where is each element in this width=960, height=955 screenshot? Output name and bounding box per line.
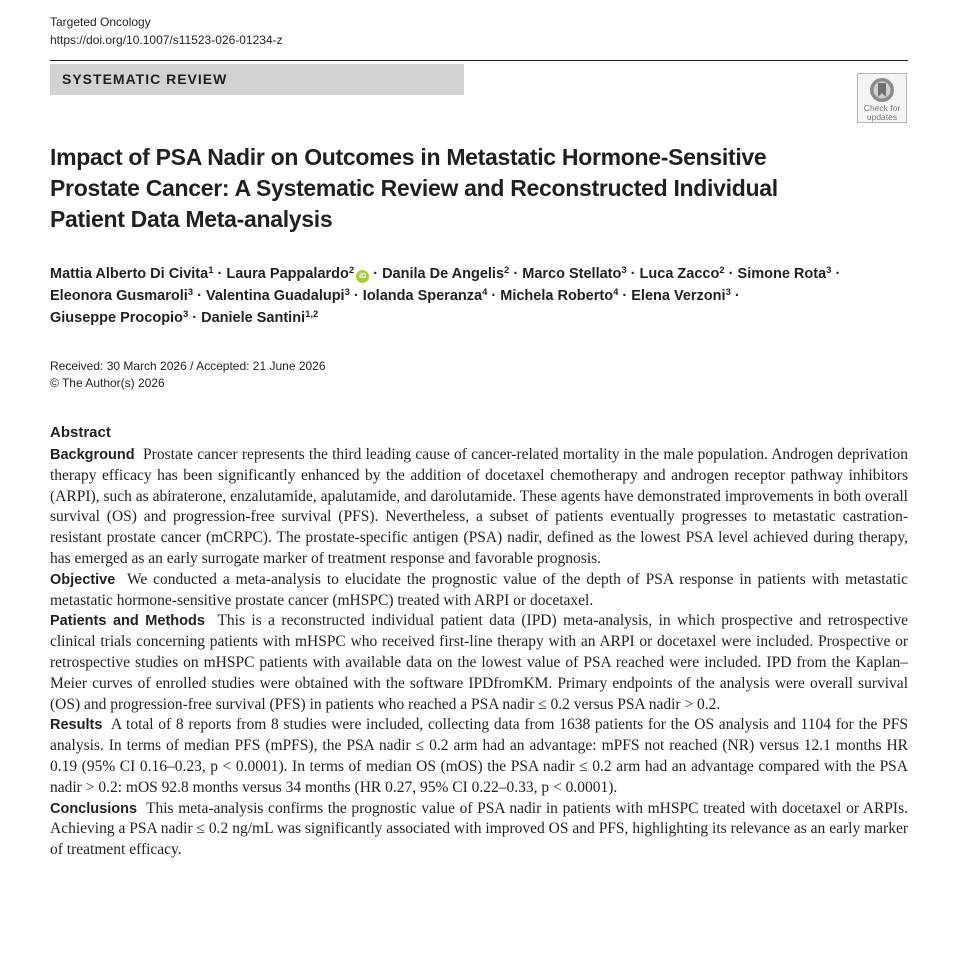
author-name[interactable]: Simone Rota bbox=[737, 266, 827, 282]
author-separator: · bbox=[728, 266, 734, 282]
author-name[interactable]: Michela Roberto bbox=[500, 288, 614, 304]
section-text: Prostate cancer represents the third leading cause of cancer-related mortality in the male population. Androgen deprivation therapy efficacy has been significantly enhanced by the addition of docetaxel chemotherapy and androgen receptor pathway inhibitors (ARPI), such as abiraterone, enzalutamide, apalutamide, and darolutamide. These agents have demonstrated improvements in both overall survival (OS) and progression-free survival (PFS). Nevertheless, a subset of patients eventually progresses to metastatic castration-resistant prostate cancer (mCRPC). The prostate-specific antigen (PSA) nadir, defined as the lowest PSA level achieved during therapy, has emerged as an early surrogate marker of treatment response and favorable prognosis. bbox=[50, 446, 909, 567]
author-separator: · bbox=[491, 288, 497, 304]
author-affiliation: 4 bbox=[613, 287, 619, 298]
section-banner bbox=[50, 64, 464, 95]
author-name[interactable]: Danila De Angelis bbox=[382, 266, 505, 282]
journal-name: Targeted Oncology bbox=[50, 15, 151, 29]
abstract-section-methods bbox=[50, 611, 908, 715]
author-line bbox=[50, 285, 920, 307]
section-text: A total of 8 reports from 8 studies were included, collecting data from 1638 patients for the OS analysis and 1104 for the PFS analysis. In terms of median PFS (mPFS), the PSA nadir ≤ 0.2 arm had an advantage: mPFS not reached (NR) versus 12.1 months HR 0.19 (95% CI 0.16–0.23, p < 0.0001). In terms of median OS (mOS) the PSA nadir ≤ 0.2 arm had an advantage compared with the PSA nadir > 0.2: mOS 92.8 months versus 34 months (HR 0.27, 95% CI 0.22–0.33, p < 0.0001). bbox=[50, 716, 908, 796]
abstract-heading: Abstract bbox=[50, 424, 111, 441]
author-name[interactable]: Marco Stellato bbox=[522, 266, 622, 282]
section-label: Conclusions bbox=[50, 800, 138, 817]
section-label: Patients and Methods bbox=[50, 613, 205, 630]
author-name[interactable]: Mattia Alberto Di Civita bbox=[50, 266, 209, 282]
author-name[interactable]: Iolanda Speranza bbox=[362, 288, 483, 304]
author-affiliation: 1 bbox=[208, 265, 214, 276]
author-separator: · bbox=[353, 288, 359, 304]
header-rule bbox=[50, 60, 908, 61]
author-affiliation: 3 bbox=[621, 265, 627, 276]
author-separator: · bbox=[373, 266, 379, 282]
title-line: Prostate Cancer: A Systematic Review and Reconstructed Individual bbox=[50, 175, 778, 201]
author-affiliation: 3 bbox=[725, 287, 731, 298]
crossmark-icon bbox=[869, 77, 895, 103]
author-separator: · bbox=[630, 266, 636, 282]
author-name[interactable]: Laura Pappalardo bbox=[226, 266, 349, 282]
section-text: This meta-analysis confirms the prognostic value of PSA nadir in patients with mHSPC treated with docetaxel or ARPIs. Achieving a PSA nadir ≤ 0.2 ng/mL was significantly associated with improved OS and PFS, highlighting its relevance as an early marker of treatment efficacy. bbox=[50, 799, 908, 859]
abstract-section-background bbox=[50, 445, 908, 570]
author-name[interactable]: Giuseppe Procopio bbox=[50, 310, 183, 326]
author-affiliation: 1,2 bbox=[305, 309, 319, 320]
doi-link[interactable]: https://doi.org/10.1007/s11523-026-01234-z bbox=[50, 33, 283, 47]
author-separator: · bbox=[192, 310, 198, 326]
author-separator: · bbox=[197, 288, 202, 304]
section-label: SYSTEMATIC REVIEW bbox=[62, 71, 228, 87]
author-name[interactable]: Luca Zacco bbox=[639, 266, 720, 282]
author-affiliation: 3 bbox=[344, 287, 350, 298]
author-affiliation: 2 bbox=[348, 265, 355, 276]
section-text: We conducted a meta-analysis to elucidate the prognostic value of the depth of PSA response in patients with metastatic metastatic hormone-sensitive prostate cancer (mHSPC) treated with ARPI or docetaxel. bbox=[50, 570, 908, 609]
abstract-section-conclusions bbox=[50, 799, 908, 861]
copyright: © The Author(s) 2026 bbox=[50, 376, 165, 390]
author-line bbox=[50, 307, 920, 329]
orcid-icon[interactable]: iD bbox=[356, 270, 369, 283]
author-name[interactable]: Eleonora Gusmaroli bbox=[50, 288, 188, 304]
abstract-section-objective bbox=[50, 570, 908, 612]
author-affiliation: 2 bbox=[504, 265, 510, 276]
check-updates-line1: Check for bbox=[863, 103, 901, 113]
author-line bbox=[50, 263, 920, 285]
author-affiliation: 3 bbox=[187, 287, 194, 298]
author-affiliation: 4 bbox=[482, 287, 488, 298]
abstract-body bbox=[50, 445, 908, 861]
check-for-updates-badge[interactable] bbox=[857, 73, 907, 123]
check-updates-line2: updates bbox=[866, 112, 898, 122]
author-list bbox=[50, 263, 920, 329]
author-separator: · bbox=[513, 266, 519, 282]
author-separator: · bbox=[734, 288, 740, 304]
section-text: This is a reconstructed individual patient data (IPD) meta-analysis, in which prospective and retrospective clinical trials concerning patients with mHSPC who received first-line therapy with an ARPI or docetaxel were included. Prospective or retrospective studies on mHSPC patients with available data on the lowest value of PSA reached were included. IPD from the Kaplan–Meier curves of enrolled studies were obtained with the software IPDfromKM. Primary endpoints of the analysis were overall survival (OS) and progression-free survival (PFS) in patients who reached a PSA nadir ≤ 0.2 versus PSA nadir > 0.2. bbox=[50, 612, 908, 713]
author-separator: · bbox=[835, 266, 841, 282]
author-affiliation: 2 bbox=[719, 265, 725, 276]
article-dates bbox=[50, 358, 326, 392]
abstract-section-results bbox=[50, 715, 908, 798]
journal-header bbox=[50, 13, 283, 49]
title-line: Patient Data Meta-analysis bbox=[50, 206, 333, 232]
author-name[interactable]: Daniele Santini bbox=[201, 310, 306, 326]
author-name[interactable]: Elena Verzoni bbox=[631, 288, 726, 304]
section-label: Results bbox=[50, 717, 103, 734]
author-affiliation: 3 bbox=[182, 309, 189, 320]
author-affiliation: 3 bbox=[826, 265, 832, 276]
author-separator: · bbox=[622, 288, 628, 304]
received-accepted: Received: 30 March 2026 / Accepted: 21 June 2026 bbox=[50, 359, 326, 373]
article-title bbox=[50, 142, 850, 235]
title-line: Impact of PSA Nadir on Outcomes in Metastatic Hormone-Sensitive bbox=[50, 144, 767, 170]
author-separator: · bbox=[217, 266, 223, 282]
author-name[interactable]: Valentina Guadalupi bbox=[206, 288, 345, 304]
section-label: Objective bbox=[50, 571, 116, 588]
section-label: Background bbox=[50, 447, 135, 463]
